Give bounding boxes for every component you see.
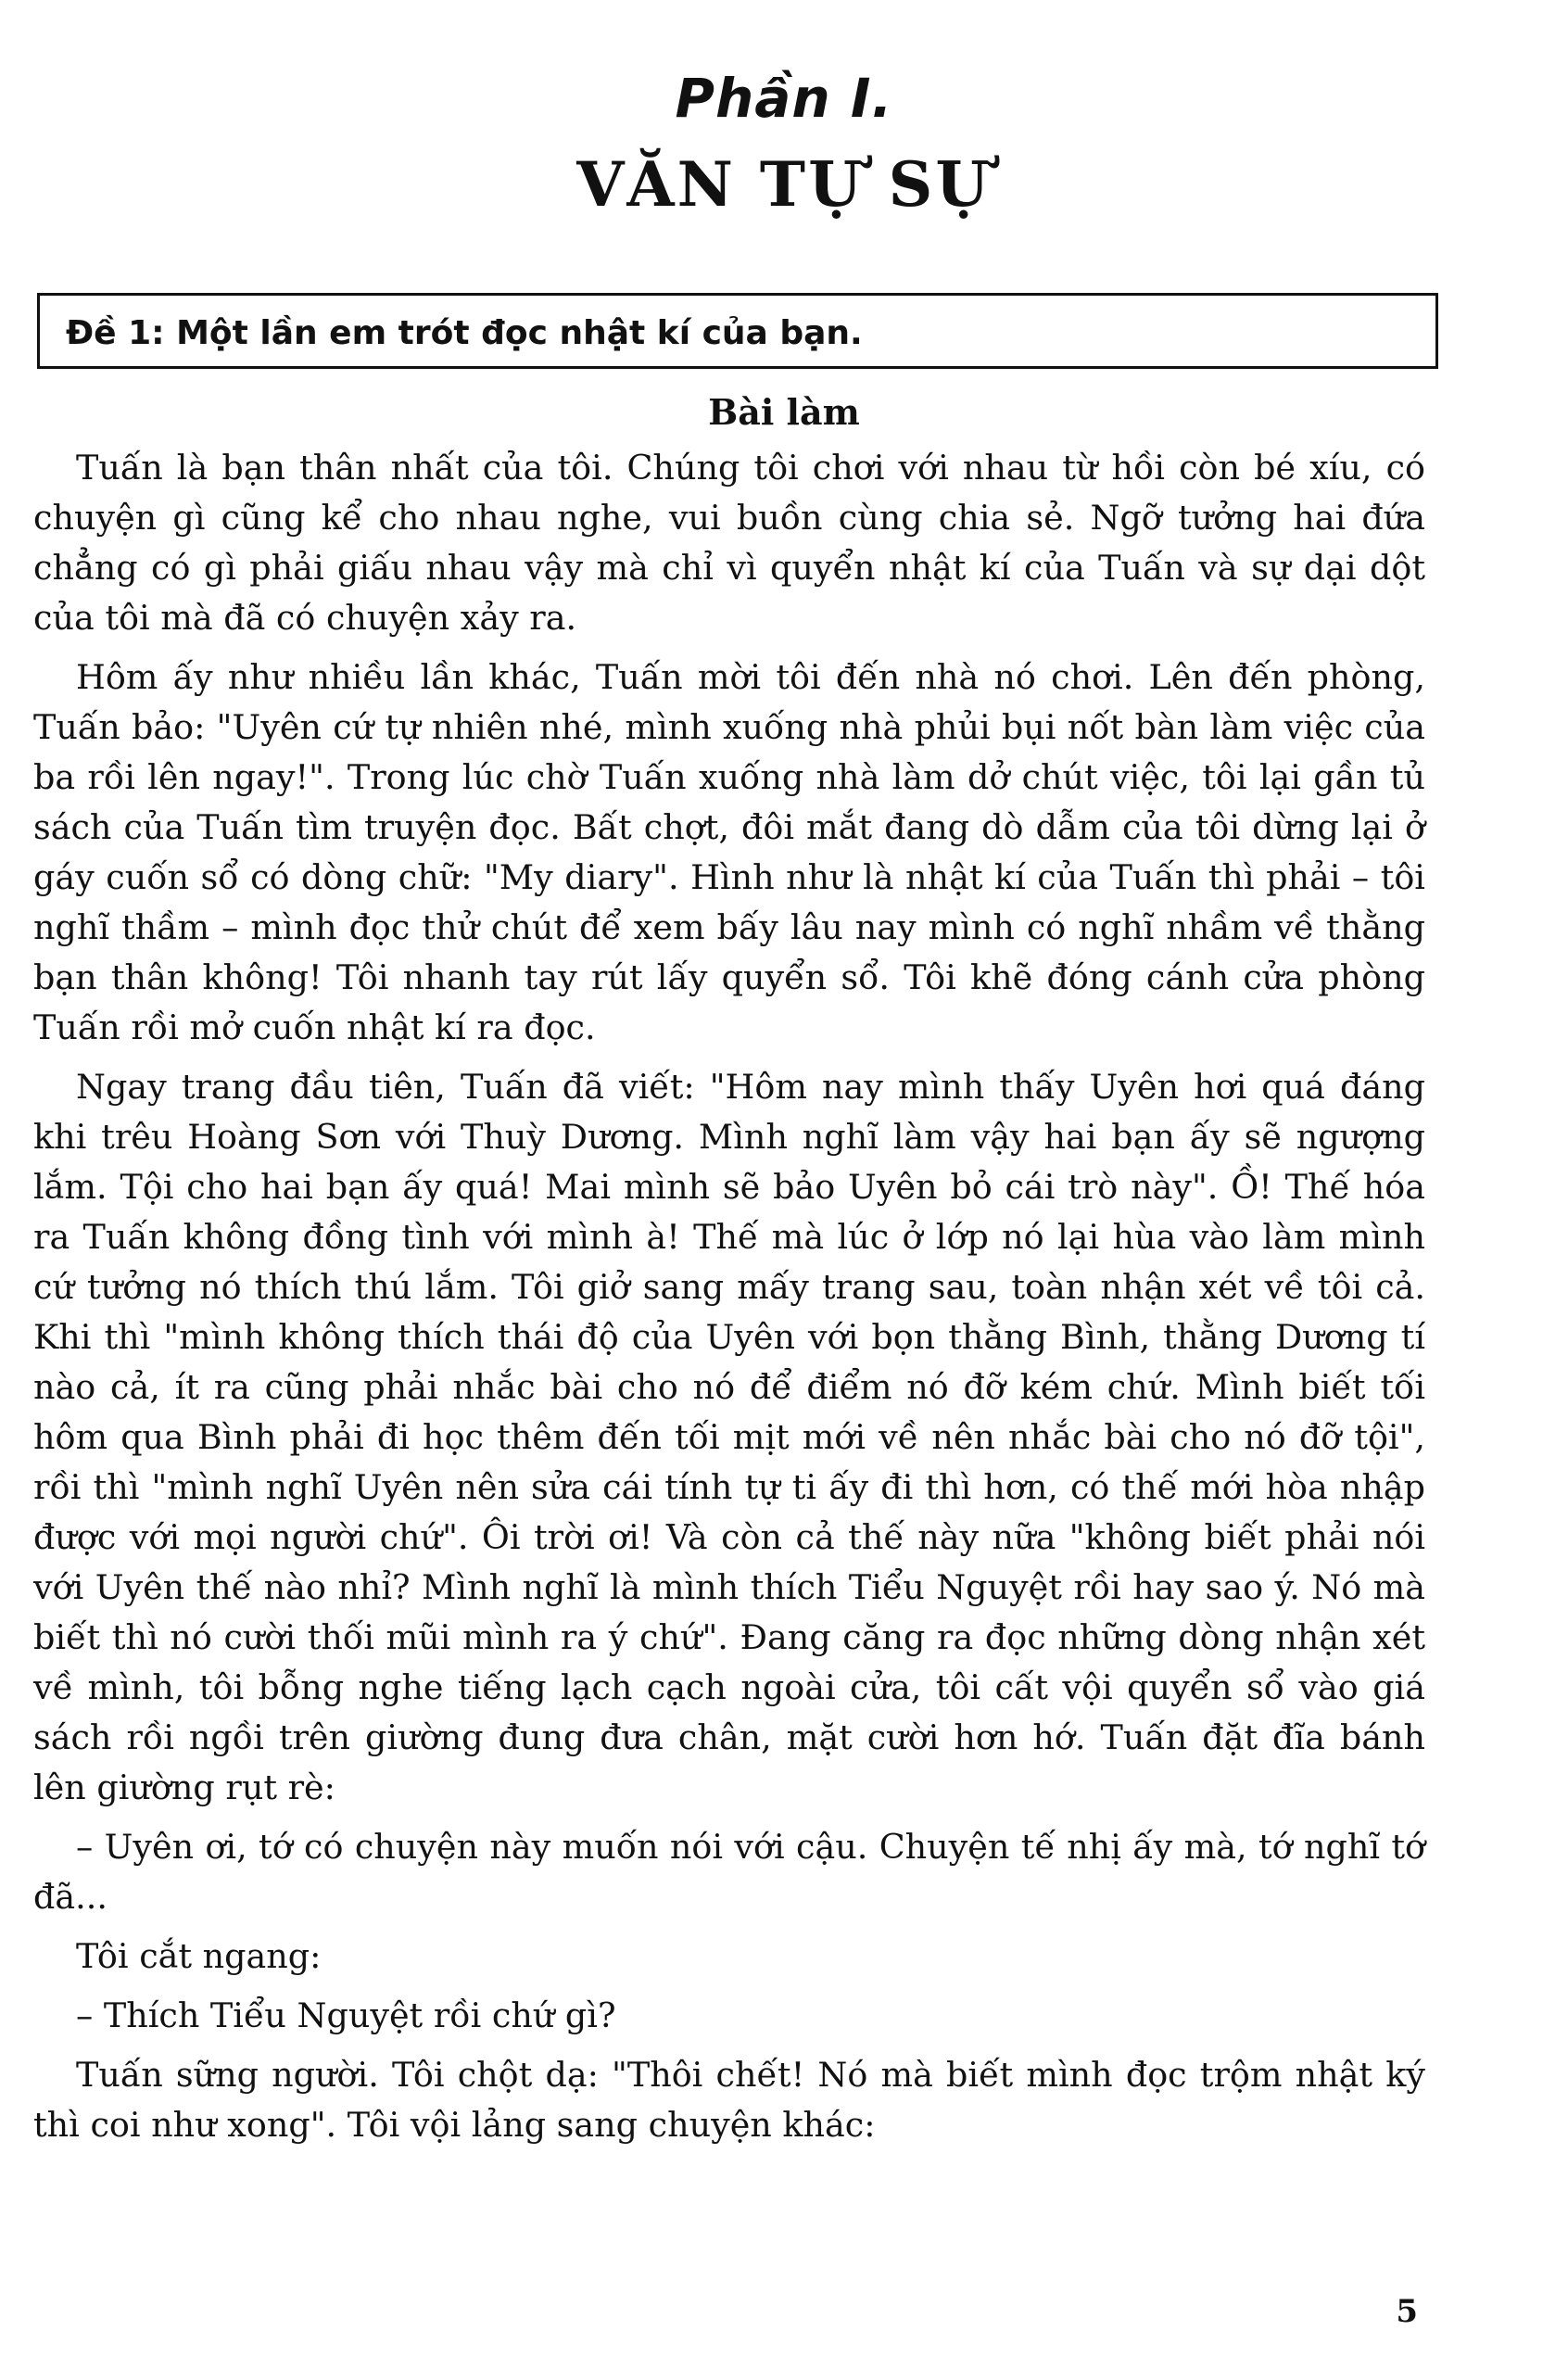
paragraph: Tuấn là bạn thân nhất của tôi. Chúng tôi chơi với nhau từ hồi còn bé xíu, có chuyện gì cũng kể cho nhau nghe, vui buồn cùng chia sẻ. Ngỡ tưởng hai đứa chẳng có gì phải giấu nhau vậy mà chỉ vì quyển nhật kí của Tuấn và sự dại dột của tôi mà đã có chuyện xảy ra. xyxy=(33,448,1425,638)
dialogue-line: – Thích Tiểu Nguyệt rồi chứ gì? xyxy=(76,1995,616,2035)
paragraph: Tôi cắt ngang: xyxy=(76,1936,322,1976)
part-label: Phần I. xyxy=(675,67,893,130)
part-title: VĂN TỰ SỰ xyxy=(576,148,992,221)
topic-box xyxy=(37,293,1438,369)
dialogue-line: – Uyên ơi, tớ có chuyện này muốn nói với cậu. Chuyện tế nhị ấy mà, tớ nghĩ tớ đã... xyxy=(33,1827,1425,1917)
section-heading: Bài làm xyxy=(708,391,860,433)
topic-text: Đề 1: Một lần em trót đọc nhật kí của bạn. xyxy=(66,314,863,352)
page-number: 5 xyxy=(1396,2293,1418,2330)
paragraph: Tuấn sững người. Tôi chột dạ: "Thôi chết! Nó mà biết mình đọc trộm nhật ký thì coi như xong". Tôi vội lảng sang chuyện khác: xyxy=(33,2055,1425,2145)
paragraph: Ngay trang đầu tiên, Tuấn đã viết: "Hôm nay mình thấy Uyên hơi quá đáng khi trêu Hoàng Sơn với Thuỳ Dương. Mình nghĩ làm vậy hai bạn ấy sẽ ngượng lắm. Tội cho hai bạn ấy quá! Mai mình sẽ bảo Uyên bỏ cái trò này". Ồ! Thế hóa ra Tuấn không đồng tình với mình à! Thế mà lúc ở lớp nó lại hùa vào làm mình cứ tưởng nó thích thú lắm. Tôi giở sang mấy trang sau, toàn nhận xét về tôi cả. Khi thì "mình không thích thái độ của Uyên với bọn thằng Bình, thằng Dương tí nào cả, ít ra cũng phải nhắc bài cho nó để điểm nó đỡ kém chứ. Mình biết tối hôm qua Bình phải đi học thêm đến tối mịt mới về nên nhắc bài cho nó đỡ tội", rồi thì "mình nghĩ Uyên nên sửa cái tính tự ti ấy đi thì hơn, có thế mới hòa nhập được với mọi người chứ". Ôi trời ơi! Và còn cả thế này nữa "không biết phải nói với Uyên thế nào nhỉ? Mình nghĩ là mình thích Tiểu Nguyệt rồi hay sao ý. Nó mà biết thì nó cười thối mũi mình ra ý chứ". Đang căng ra đọc những dòng nhận xét về mình, tôi bỗng nghe tiếng lạch cạch ngoài cửa, tôi cất vội quyển sổ vào giá sách rồi ngồi trên giường đung đưa chân, mặt cười hơn hớ. Tuấn đặt đĩa bánh lên giường rụt rè: xyxy=(33,1067,1425,1807)
paragraph: Hôm ấy như nhiều lần khác, Tuấn mời tôi đến nhà nó chơi. Lên đến phòng, Tuấn bảo: "Uyên cứ tự nhiên nhé, mình xuống nhà phủi bụi nốt bàn làm việc của ba rồi lên ngay!". Trong lúc chờ Tuấn xuống nhà làm dở chút việc, tôi lại gần tủ sách của Tuấn tìm truyện đọc. Bất chợt, đôi mắt đang dò dẫm của tôi dừng lại ở gáy cuốn sổ có dòng chữ: "My diary". Hình như là nhật kí của Tuấn thì phải – tôi nghĩ thầm – mình đọc thử chút để xem bấy lâu nay mình có nghĩ nhầm về thằng bạn thân không! Tôi nhanh tay rút lấy quyển sổ. Tôi khẽ đóng cánh cửa phòng Tuấn rồi mở cuốn nhật kí ra đọc. xyxy=(33,657,1425,1047)
essay-body xyxy=(33,443,1425,2160)
